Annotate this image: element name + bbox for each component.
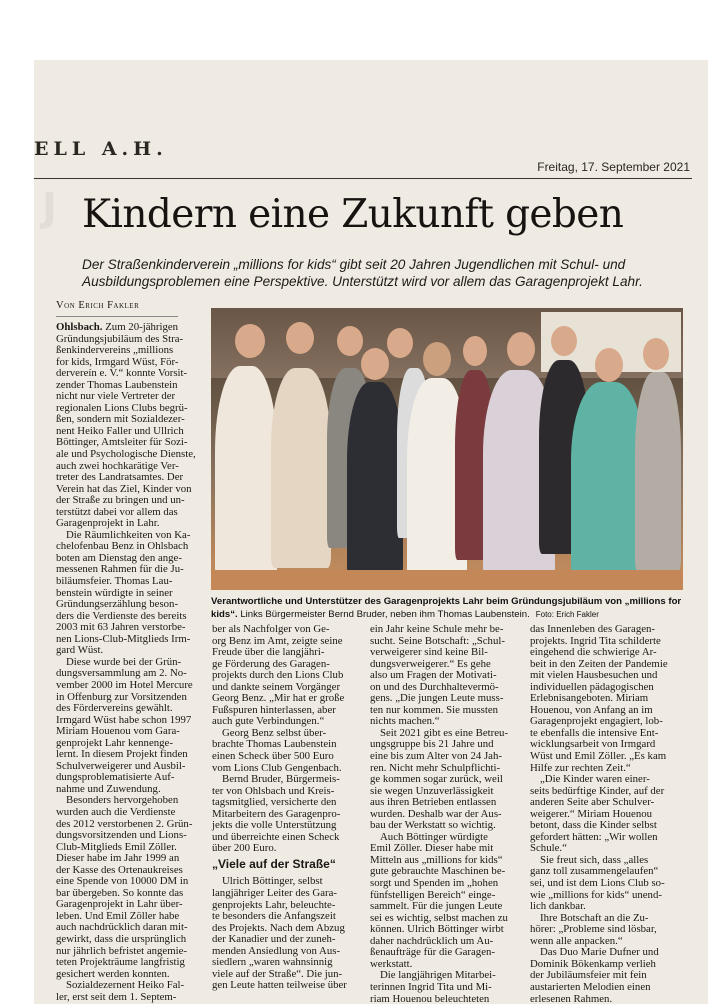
article-column-1 — [56, 322, 198, 1003]
person-figure — [271, 368, 331, 568]
article-column-4 — [530, 624, 678, 1004]
person-figure — [571, 382, 645, 578]
person-head — [643, 338, 669, 370]
person-head — [463, 336, 487, 366]
person-head — [361, 348, 389, 380]
dateline-place: Ohlsbach. — [56, 321, 103, 333]
photo-credit: Foto: Erich Fakler — [535, 609, 599, 619]
person-figure — [215, 366, 277, 580]
photo-floor — [211, 570, 683, 590]
group-photo — [211, 308, 683, 590]
article-paragraph: Besonders hervorgehoben wurden auch die Verdienste des 2012 verstorbenen 2. Grün- dungsvorsitzenden und Lions- Club-Mitglieds Emil Zöller. Dieser habe im Jahr 1999 an der Kasse des Ortenaukreises eine Spende von 10000 DM in bar übergeben. So konnte das Garagenprojekt in Lahr über- leben. Und Emil Zöller habe auch nachdrücklich daran mit- gewirkt, dass die ursprünglich nur jährlich befristet angemie- teten Projekträume langfristig gesichert werden konnten. — [56, 794, 193, 980]
article-paragraph: „Die Kinder waren einer- seits bedürftige Kinder, auf der anderen Seite aber Schulver- weigerer.“ Miriam Houenou betont, dass die Kinder selbst gefordert hätten: „Wir wollen Schule.“ — [530, 773, 665, 855]
person-head — [235, 324, 265, 358]
article-paragraph: Die langjährigen Mitarbei- terinnen Ingrid Tita und Mi- riam Houenou beleuchteten — [370, 969, 496, 1004]
person-figure — [635, 372, 681, 572]
masthead-rule — [34, 178, 692, 179]
article-column-2 — [212, 624, 356, 992]
article-paragraph: das Innenleben des Garagen- projekts. Ingrid Tita schilderte eingehend die schwierige Ar- beit in den Zeiten der Pandemie mit vielen Hausbesuchen und individuellen pädagogischen Erlebnisangeboten. Miriam Houenou, von Anfang an im Garagenprojekt engagiert, lob- te ebenfalls die intensive Ent- wicklungsarbeit von Irmgard Wüst und Emil Zöller. „Es kam Hilfe zur rechten Zeit.“ — [530, 623, 668, 774]
bleed-through-text: J — [42, 185, 57, 231]
caption-bold-text: Verantwortliche und Unterstützer des Garagenprojekts Lahr beim Gründungsjubiläum von „millions for kids“. — [211, 596, 682, 620]
article-headline: Kindern eine Zukunft geben — [82, 192, 624, 237]
article-paragraph: Ulrich Böttinger, selbst langjähriger Leiter des Gara- genprojekts Lahr, beleuchte- te besonders die Anfangszeit des Projekts. Nach dem Abzug der Kanadier und der zuneh- menden Ansiedlung von Aus- siedlern „waren wahnsinnig viele auf der Straße“. Die jun- gen Leute hatten teilweise über — [212, 875, 347, 992]
article-paragraph: Bernd Bruder, Bürgermeis- ter von Ohlsbach und Kreis- tagsmitglied, versicherte den Mitarbeitern des Garagenpro- jekts die volle Unterstützung und überreichte einen Scheck über 200 Euro. — [212, 773, 341, 855]
article-paragraph — [56, 322, 198, 530]
person-head — [387, 328, 413, 358]
article-paragraph: Seit 2021 gibt es eine Betreu- ungsgruppe bis 21 Jahre und eine bis zum Alter von 24 Jah- ren. Nicht mehr Schulpflichti- ge kommen sogar zurück, weil sie wegen Unzuverlässigkeit aus ihren Betrieben entlassen wurden. Deshalb war der Aus- bau der Werkstatt so wichtig. — [370, 726, 509, 832]
person-head — [423, 342, 451, 376]
article-subhead: Der Straßenkinderverein „millions for kids“ gibt seit 20 Jahren Jugendlichen mit Schul- und Ausbildungsproblemen eine Perspektive. Unterstützt wird vor allem das Garagenprojekt Lahr. — [82, 257, 643, 289]
paragraph-text: Zum 20-jährigen Gründungsjubiläum des Stra- ßenkindervereins „millions for kids, Irmgard Wüst, För- dervereín e. V.“ konnte Vorsit- zender Thomas Laubenstein nicht nur viele Vertreter der regionalen Lions Clubs begrü- ßen, sondern mit Sozialdezer- nent Heiko Faller und Ullrich Böttinger, Amtsleiter für Sozi- ale und Psychologische Dienste, auch zwei hochkarätige Ver- treter des Landratsamtes. Der Verein hat das Ziel, Kinder von der Straße zu bringen und un- terstützt dabei vor allem das Garagenprojekt in Lahr. — [56, 321, 196, 530]
article-paragraph: Die Räumlichkeiten von Ka- chelofenbau Benz in Ohlsbach boten am Dienstag den ange- messenen Rahmen für die Ju- biläumsfeier. Thomas Lau- benstein würdigte in seiner Gründungserzählung beson- ders die Verdienste des bereits 2003 mit 63 Jahren verstorbe- nen Lions-Club-Mitglieds Irm- gard Wüst. — [56, 528, 191, 657]
article-column-3 — [370, 624, 514, 1004]
article-paragraph: Georg Benz selbst über- brachte Thomas Laubenstein einen Scheck über 500 Euro vom Lions Club Gengenbach. — [212, 726, 342, 774]
article-paragraph: Auch Böttinger würdigte Emil Zöller. Dieser habe mit Mitteln aus „millions for kids“ gute gebrauchte Maschinen be- sorgt und Spenden im „hohen fünfstelligen Bereich“ einge- sammelt. Für die jungen Leute sei es wichtig, selbst machen zu können. Ulrich Böttinger wirbt daher nachdrücklich um Au- ßenaufträge für die Garagen- werkstatt. — [370, 830, 508, 970]
person-figure — [347, 382, 403, 578]
article-paragraph: Sie freut sich, dass „alles ganz toll zusammengelaufen“ sei, und ist dem Lions Club so- wie „millions for kids“ unend- lich dankbar. — [530, 853, 665, 913]
article-byline: Von Erich Fakler — [56, 300, 140, 311]
article-paragraph: Sozialdezernent Heiko Fal- ler, erst seit dem 1. Septem- — [56, 979, 185, 1003]
article-paragraph: Diese wurde bei der Grün- dungsversammlung am 2. No- vember 2000 im Hotel Mercure in Offenburg zur Vorsitzenden des Fördervereins gewählt. Irmgard Wüst habe schon 1997 Miriam Houenou vom Gara- genprojekt Lahr kennenge- lernt. In diesem Projekt finden Schulverweigerer und Ausbil- dungsproblematisierte Auf- nahme und Zuwendung. — [56, 655, 193, 795]
person-head — [551, 326, 577, 356]
person-head — [595, 348, 623, 382]
person-head — [286, 322, 314, 354]
article-paragraph: ber als Nachfolger von Ge- org Benz im Amt, zeigte seine Freude über die langjähri- ge Förderung des Garagen- projekts durch den Lions Club und dankte seinem Vorgänger Georg Benz. „Mir hat er große Fußspuren hinterlassen, aber auch gute Verbindungen.“ — [212, 623, 345, 728]
article-paragraph: Ihre Botschaft an die Zu- hörer: „Probleme sind lösbar, wenn alle anpacken.“ — [530, 911, 657, 947]
article-paragraph: Das Duo Marie Dufner und Dominik Bökenkamp verlieh der Jubiläumsfeier mit fein austarierten Melodien einen erlesenen Rahmen. — [530, 946, 659, 1004]
caption-text: Links Bürgermeister Bernd Bruder, neben ihm Thomas Laubenstein. — [237, 608, 530, 620]
photo-caption — [211, 596, 685, 621]
article-subheading: „Viele auf der Straße“ — [212, 856, 336, 871]
person-head — [337, 326, 363, 356]
byline-rule — [56, 316, 178, 317]
article-paragraph: ein Jahr keine Schule mehr be- sucht. Seine Botschaft: „Schul- verweigerer sind keine Bil- dungsverweigerer.“ Es gehe also um Fragen der Motivati- on und des Durchhaltevermö- gens. „Die jungen Leute muss- ten nur kommen. Sie mussten nichts machen.“ — [370, 623, 505, 728]
publication-date: Freitag, 17. September 2021 — [537, 160, 690, 174]
newspaper-clipping — [34, 60, 708, 1004]
person-head — [507, 332, 535, 366]
newspaper-masthead: ELL A.H. — [34, 138, 168, 160]
